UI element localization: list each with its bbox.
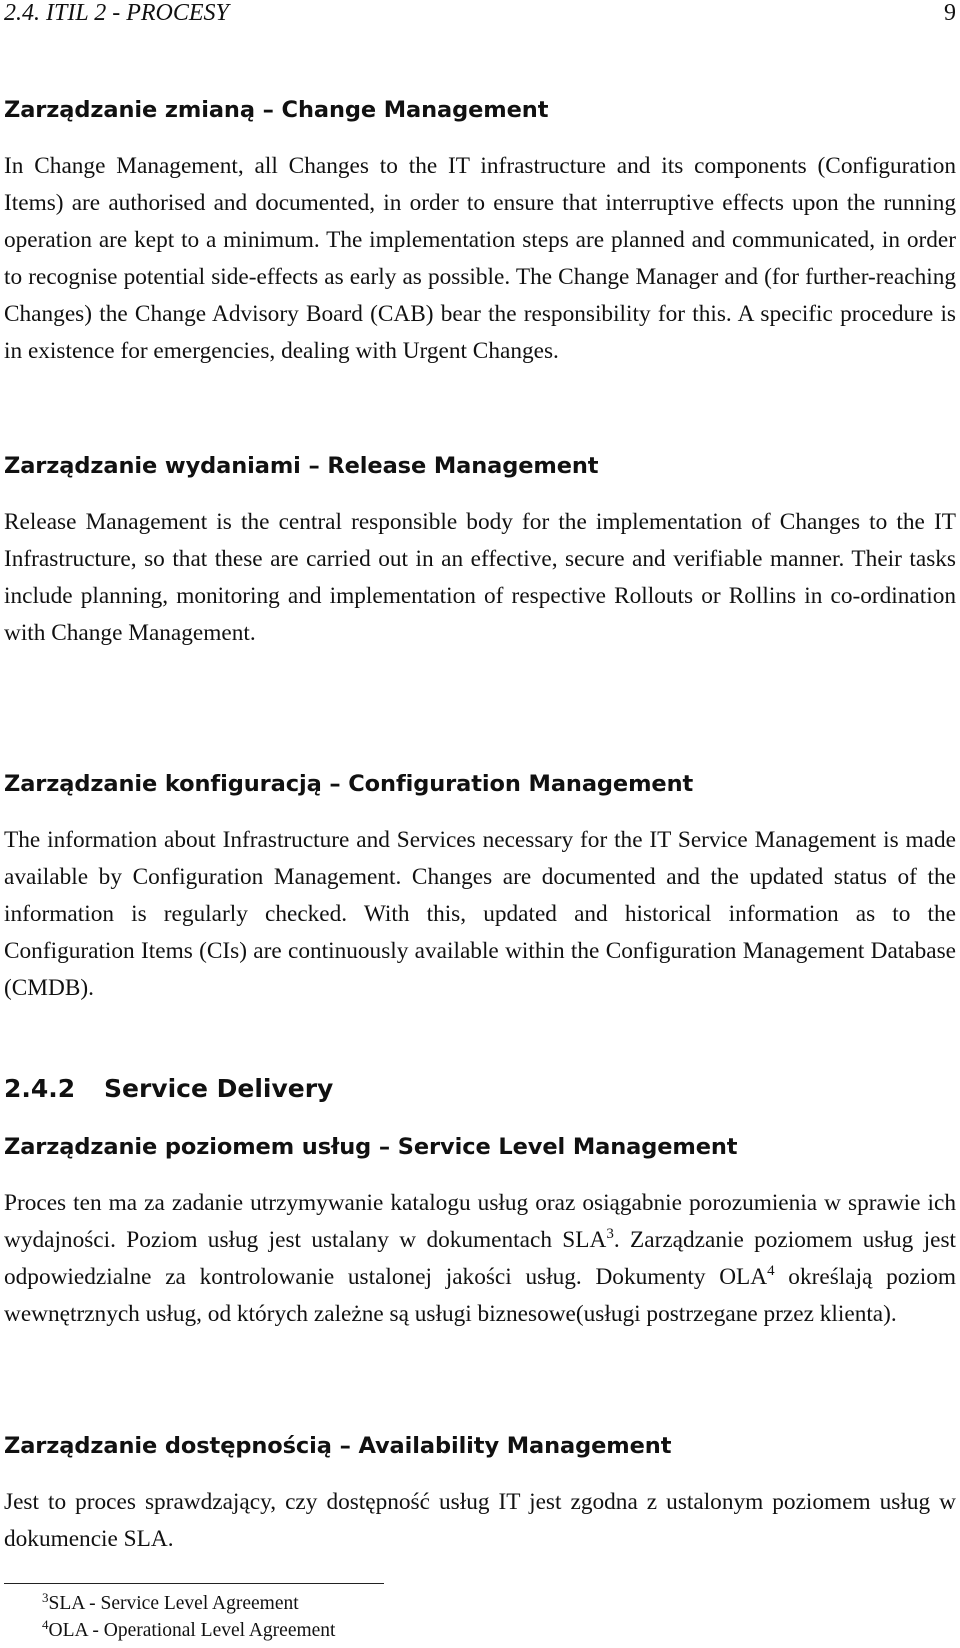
footnote-mark: 3 bbox=[42, 1590, 49, 1605]
heading-change-management: Zarządzanie zmianą – Change Management bbox=[4, 97, 549, 123]
page-number: 9 bbox=[944, 0, 956, 26]
footnote-mark: 4 bbox=[42, 1617, 49, 1632]
section-service-delivery bbox=[4, 1074, 956, 1104]
footnote-ref-4: 4 bbox=[767, 1263, 775, 1279]
section-configuration-management bbox=[4, 770, 956, 1007]
running-head-title: 2.4. ITIL 2 - PROCESY bbox=[4, 0, 229, 26]
paragraph-configuration-management: The information about Infrastructure and Services necessary for the IT Service Management is made available by Configuration Management. Changes are documented and the updated status of the information is regularly checked. With this, updated and historical information as to the Configuration Items (CIs) are continuously available within the Configuration Management Database (CMDB). bbox=[4, 827, 956, 1001]
section-service-level-management bbox=[4, 1133, 956, 1333]
subsection-heading-service-delivery bbox=[4, 1074, 956, 1104]
footnote-text: SLA - Service Level Agreement bbox=[48, 1593, 299, 1614]
paragraph-availability-management: Jest to proces sprawdzający, czy dostępność usług IT jest zgodna z ustalonym poziomem usług w dokumencie SLA. bbox=[4, 1489, 956, 1552]
subsection-number: 2.4.2 bbox=[4, 1074, 76, 1103]
slm-text-part-1: Proces ten ma za zadanie utrzymywanie katalogu usług oraz osiągabnie porozumienia w sprawie ich wydajności. Poziom usług jest ustalany w dokumentach SLA bbox=[4, 1190, 956, 1253]
paragraph-service-level-management bbox=[4, 1185, 956, 1333]
section-change-management bbox=[4, 96, 956, 370]
section-release-management bbox=[4, 452, 956, 652]
slm-text-part-3: określają poziom wewnętrznych usług, od których zależne są usługi biznesowe(usługi postrzegane przez klienta). bbox=[4, 1264, 956, 1327]
paragraph-release-management: Release Management is the central responsible body for the implementation of Changes to the IT Infrastructure, so that these are carried out in an effective, secure and verifiable manner. Their tasks include planning, monitoring and implementation of respective Rollouts or Rollins in co-ordination with Change Management. bbox=[4, 509, 956, 646]
footnotes bbox=[42, 1590, 335, 1644]
footnote-text: OLA - Operational Level Agreement bbox=[48, 1620, 336, 1641]
section-availability-management bbox=[4, 1432, 956, 1558]
heading-service-level-management: Zarządzanie poziomem usług – Service Level Management bbox=[4, 1134, 738, 1160]
heading-configuration-management: Zarządzanie konfiguracją – Configuration Management bbox=[4, 771, 694, 797]
subsection-title: Service Delivery bbox=[104, 1074, 334, 1103]
footnote-3 bbox=[42, 1590, 335, 1617]
running-head bbox=[4, 0, 956, 26]
footnote-4 bbox=[42, 1617, 335, 1644]
heading-availability-management: Zarządzanie dostępnością – Availability Management bbox=[4, 1433, 672, 1459]
footnote-divider bbox=[4, 1583, 384, 1584]
footnote-ref-3: 3 bbox=[606, 1226, 614, 1242]
slm-text-part-2: . Zarządzanie poziomem usług jest odpowiedzialne za kontrolowanie ustalonej jakości usług. Dokumenty OLA bbox=[4, 1227, 956, 1290]
paragraph-change-management: In Change Management, all Changes to the IT infrastructure and its components (Configuration Items) are authorised and documented, in order to ensure that interruptive effects upon the running operation are kept to a minimum. The implementation steps are planned and communicated, in order to recognise potential side-effects as early as possible. The Change Manager and (for further-reaching Changes) the Change Advisory Board (CAB) bear the responsibility for this. A specific procedure is in existence for emergencies, dealing with Urgent Changes. bbox=[4, 153, 956, 364]
heading-release-management: Zarządzanie wydaniami – Release Management bbox=[4, 453, 599, 479]
